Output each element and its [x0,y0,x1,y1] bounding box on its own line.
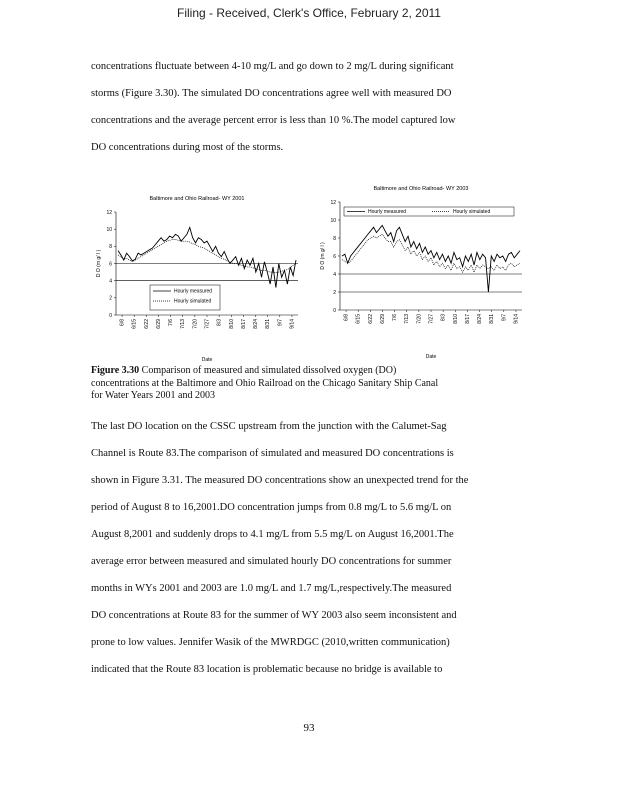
x-tick-label: 6/15 [355,314,362,324]
legend-label: Hourly measured [174,288,213,295]
caption-line [91,365,531,378]
y-tick-label: 8 [333,235,336,242]
x-tick-label: 7/27 [204,319,211,329]
series-measured-line [118,227,296,287]
text-line: months in WYs 2001 and 2003 are 1.0 mg/L and 1.7 mg/L,respectively.The measured [91,583,452,594]
y-tick-label: 6 [109,261,112,268]
x-tick-label: 7/6 [168,319,175,326]
x-tick-label: 6/29 [379,314,386,324]
x-tick-label: 8/31 [489,314,496,324]
x-tick-label: 8/31 [265,319,272,329]
x-tick-label: 6/22 [367,314,374,324]
chart-wy2001 [84,188,306,363]
chart-wy2003 [310,180,532,360]
x-tick-label: 7/20 [192,319,199,329]
paragraph-2 [91,420,531,690]
x-axis-label: Date [201,357,213,363]
x-tick-label: 7/6 [392,314,399,321]
text-line: DO concentrations during most of the storms. [91,142,284,153]
x-tick-label: 9/7 [501,314,508,321]
chart-title: Baltimore and Ohio Railroad- WY 2003 [373,186,469,192]
x-tick-label: 8/3 [216,319,223,326]
text-line: concentrations and the average percent error is less than 10 %.The model captured low [91,115,456,126]
chart-svg [310,180,532,360]
y-tick-label: 6 [333,253,336,260]
legend-label: Hourly simulated [174,298,212,305]
x-tick-label: 9/7 [277,319,284,326]
legend-label: Hourly measured [368,209,407,216]
y-tick-label: 4 [109,278,112,285]
text-line: average error between measured and simulated hourly DO concentrations for summer [91,556,452,567]
page-number: 93 [303,722,315,734]
paragraph-1 [91,60,531,168]
text-line: storms (Figure 3.30). The simulated DO concentrations agree well with measured DO [91,88,452,99]
text-line: indicated that the Route 83 location is problematic because no bridge is available to [91,664,443,675]
x-tick-label: 6/29 [155,319,162,329]
y-tick-label: 10 [106,226,112,233]
y-tick-label: 0 [333,307,336,314]
y-axis-label: D O (m g/ l ) [320,242,326,270]
chart-title: Baltimore and Ohio Railroad- WY 2001 [149,196,245,202]
chart-svg [84,188,306,363]
x-tick-label: 8/10 [228,319,235,329]
x-tick-label: 9/14 [289,319,296,329]
y-tick-label: 10 [330,217,336,224]
text-line: August 8,2001 and suddenly drops to 4.1 mg/L from 5.5 mg/L on August 16,2001.The [91,529,454,540]
text-line: The last DO location on the CSSC upstream from the junction with the Calumet-Sag [91,421,447,432]
y-tick-label: 12 [106,209,112,216]
series-simulated-line [342,234,520,272]
x-tick-label: 8/17 [240,319,247,329]
x-tick-label: 7/20 [416,314,423,324]
x-tick-label: 8/10 [452,314,459,324]
x-axis-label: Date [425,354,437,360]
caption-text: Comparison of measured and simulated dissolved oxygen (DO) [139,365,397,376]
x-tick-label: 9/14 [513,314,520,324]
x-tick-label: 6/8 [343,314,350,321]
caption-line: for Water Years 2001 and 2003 [91,390,215,401]
y-tick-label: 8 [109,244,112,251]
x-tick-label: 6/22 [143,319,150,329]
x-tick-label: 8/3 [440,314,447,321]
text-line: shown in Figure 3.31. The measured DO concentrations show an unexpected trend for the [91,475,469,486]
y-tick-label: 2 [333,289,336,296]
x-tick-label: 8/17 [464,314,471,324]
y-tick-label: 12 [330,199,336,206]
x-tick-label: 6/8 [119,319,126,326]
x-tick-label: 8/24 [477,314,484,324]
x-tick-label: 8/24 [253,319,260,329]
text-line: period of August 8 to 16,2001.DO concentration jumps from 0.8 mg/L to 5.6 mg/L on [91,502,452,513]
x-tick-label: 7/13 [404,314,411,324]
y-tick-label: 4 [333,271,336,278]
y-tick-label: 0 [109,312,112,319]
series-simulated-line [118,239,296,272]
x-tick-label: 7/13 [180,319,187,329]
y-tick-label: 2 [109,295,112,302]
caption-line: concentrations at the Baltimore and Ohio Railroad on the Chicago Sanitary Ship Canal [91,377,439,389]
text-line: DO concentrations at Route 83 for the summer of WY 2003 also seem inconsistent and [91,610,457,621]
y-axis-label: D O (m g/ l ) [96,249,102,278]
x-tick-label: 7/27 [428,314,435,324]
legend-label: Hourly simulated [453,209,491,216]
x-tick-label: 6/15 [131,319,138,329]
text-line: concentrations fluctuate between 4-10 mg/L and go down to 2 mg/L during significant [91,61,454,72]
figure-caption [91,365,531,403]
figure-label: Figure 3.30 [91,365,140,376]
text-line: prone to low values. Jennifer Wasik of the MWRDGC (2010,written communication) [91,637,450,648]
text-line: Channel is Route 83.The comparison of simulated and measured DO concentrations is [91,448,454,459]
page-header: Filing - Received, Clerk's Office, February 2, 2011 [177,6,441,20]
